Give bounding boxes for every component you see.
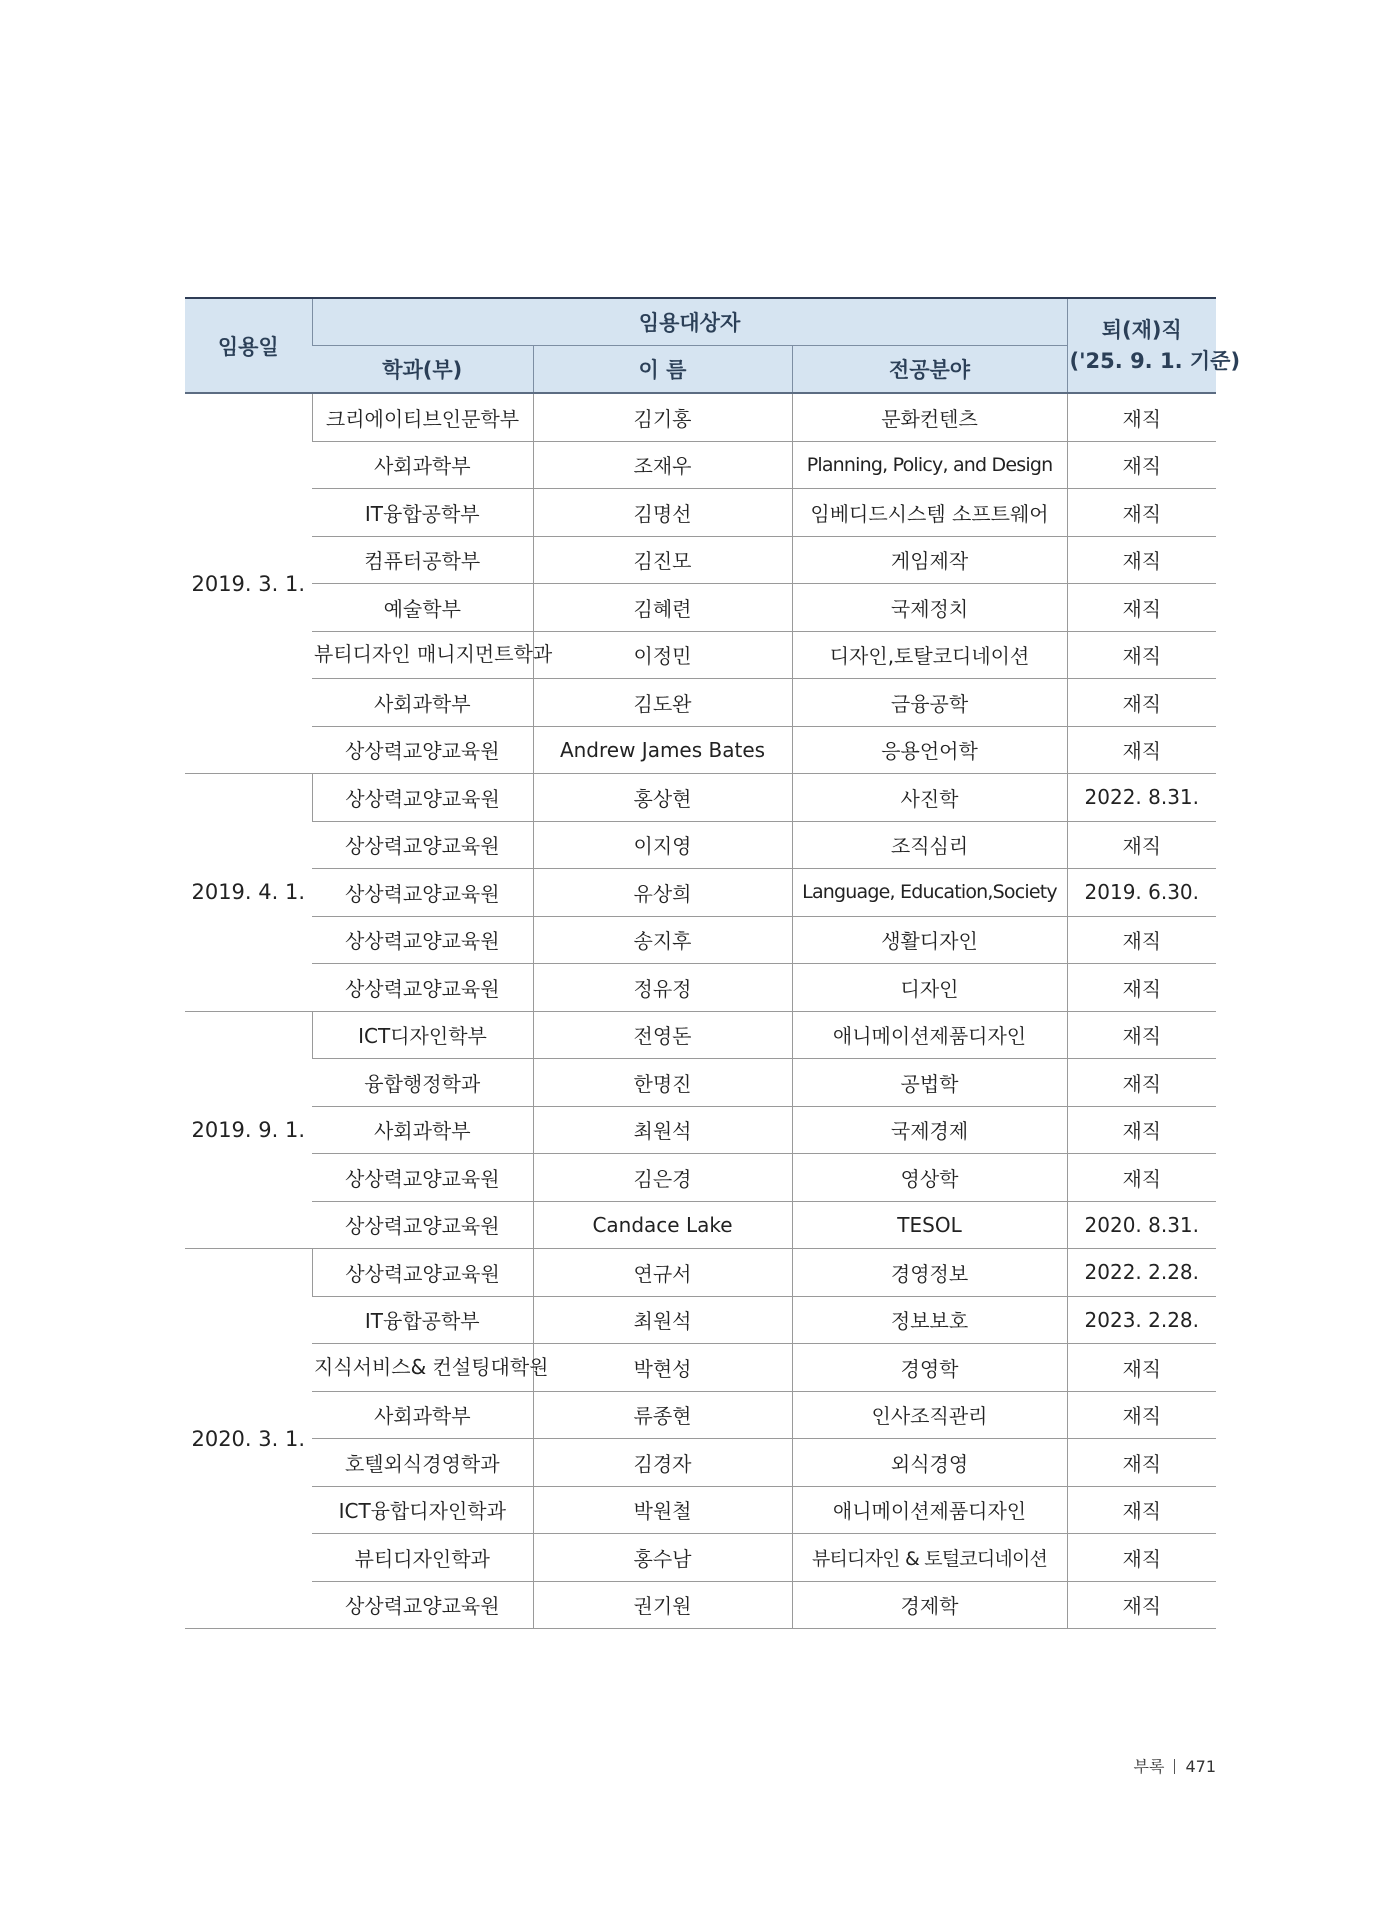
major-field-cell: 게임제작: [792, 536, 1067, 584]
department-cell: 크리에이티브인문학부: [312, 393, 533, 441]
table-row: [185, 869, 1216, 917]
major-field-cell: 애니메이션제품디자인: [792, 1486, 1067, 1534]
department-cell: IT융합공학부: [312, 1296, 533, 1344]
major-field-cell: 사진학: [792, 774, 1067, 822]
status-cell: 재직: [1067, 916, 1216, 964]
status-cell: 재직: [1067, 1106, 1216, 1154]
table-row: [185, 916, 1216, 964]
major-field-cell: 경영학: [792, 1344, 1067, 1392]
major-field-cell: 생활디자인: [792, 916, 1067, 964]
status-cell: 2019. 6.30.: [1067, 869, 1216, 917]
name-cell: 김기홍: [533, 393, 792, 441]
name-cell: 조재우: [533, 441, 792, 489]
status-cell: 재직: [1067, 1344, 1216, 1392]
header-status-line2: ('25. 9. 1. 기준): [1069, 348, 1241, 373]
name-cell: 홍상현: [533, 774, 792, 822]
header-status-line1: 퇴(재)직: [1101, 317, 1182, 342]
name-cell: 김경자: [533, 1439, 792, 1487]
major-field-cell: 국제경제: [792, 1106, 1067, 1154]
table-row: [185, 393, 1216, 441]
department-cell: 상상력교양교육원: [312, 869, 533, 917]
major-field-cell: 응용언어학: [792, 726, 1067, 774]
status-cell: 재직: [1067, 1011, 1216, 1059]
name-cell: 김명선: [533, 489, 792, 537]
page-number: 471: [1185, 1757, 1216, 1776]
status-cell: 2022. 2.28.: [1067, 1249, 1216, 1297]
department-cell: 상상력교양교육원: [312, 1581, 533, 1629]
appointment-date-cell: 2019. 3. 1.: [185, 393, 312, 774]
department-cell: ICT디자인학부: [312, 1011, 533, 1059]
name-cell: 김혜련: [533, 584, 792, 632]
table-row: [185, 489, 1216, 537]
table-row: [185, 1011, 1216, 1059]
header-name: 이 름: [533, 346, 792, 394]
department-cell: 사회과학부: [312, 679, 533, 727]
name-cell: 송지후: [533, 916, 792, 964]
table-row: [185, 1439, 1216, 1487]
status-cell: 2023. 2.28.: [1067, 1296, 1216, 1344]
status-cell: 재직: [1067, 1391, 1216, 1439]
status-cell: 재직: [1067, 964, 1216, 1012]
name-cell: 김도완: [533, 679, 792, 727]
status-cell: 재직: [1067, 1581, 1216, 1629]
table-row: [185, 1201, 1216, 1249]
major-field-cell: 공법학: [792, 1059, 1067, 1107]
major-field-cell: 조직심리: [792, 821, 1067, 869]
status-cell: 재직: [1067, 726, 1216, 774]
major-field-cell: 뷰티디자인 & 토털코디네이션: [792, 1534, 1067, 1582]
appointment-date-cell: 2019. 9. 1.: [185, 1011, 312, 1249]
department-cell: 상상력교양교육원: [312, 1154, 533, 1202]
department-cell: 뷰티디자인 매니지먼트학과: [312, 631, 533, 679]
table-row: [185, 1106, 1216, 1154]
department-cell: 호텔외식경영학과: [312, 1439, 533, 1487]
department-cell: 지식서비스& 컨설팅대학원: [312, 1344, 533, 1392]
table-row: [185, 1486, 1216, 1534]
table-row: [185, 584, 1216, 632]
status-cell: 재직: [1067, 489, 1216, 537]
department-cell: 상상력교양교육원: [312, 916, 533, 964]
status-cell: 재직: [1067, 1439, 1216, 1487]
status-cell: 재직: [1067, 821, 1216, 869]
page-footer: [1134, 1754, 1216, 1777]
major-field-cell: 외식경영: [792, 1439, 1067, 1487]
status-cell: 재직: [1067, 536, 1216, 584]
name-cell: 이지영: [533, 821, 792, 869]
name-cell: 최원석: [533, 1106, 792, 1154]
major-field-cell: 인사조직관리: [792, 1391, 1067, 1439]
department-cell: 상상력교양교육원: [312, 726, 533, 774]
department-cell: 예술학부: [312, 584, 533, 632]
header-appointee-group: 임용대상자: [312, 298, 1067, 346]
status-cell: 2020. 8.31.: [1067, 1201, 1216, 1249]
department-cell: 상상력교양교육원: [312, 821, 533, 869]
name-cell: 김은경: [533, 1154, 792, 1202]
name-cell: 유상희: [533, 869, 792, 917]
status-cell: 재직: [1067, 584, 1216, 632]
major-field-cell: 정보보호: [792, 1296, 1067, 1344]
table-row: [185, 536, 1216, 584]
department-cell: 상상력교양교육원: [312, 1201, 533, 1249]
major-field-cell: Planning, Policy, and Design: [792, 441, 1067, 489]
name-cell: 전영돈: [533, 1011, 792, 1059]
table-row: [185, 1296, 1216, 1344]
table-row: [185, 726, 1216, 774]
major-field-cell: 금융공학: [792, 679, 1067, 727]
major-field-cell: 문화컨텐츠: [792, 393, 1067, 441]
table-row: [185, 1391, 1216, 1439]
name-cell: 류종현: [533, 1391, 792, 1439]
status-cell: 2022. 8.31.: [1067, 774, 1216, 822]
department-cell: 사회과학부: [312, 1106, 533, 1154]
name-cell: 홍수남: [533, 1534, 792, 1582]
major-field-cell: Language, Education,Society: [792, 869, 1067, 917]
table-row: [185, 1534, 1216, 1582]
major-field-cell: TESOL: [792, 1201, 1067, 1249]
department-cell: ICT융합디자인학과: [312, 1486, 533, 1534]
major-field-cell: 경영정보: [792, 1249, 1067, 1297]
footer-section: 부록: [1133, 1757, 1165, 1776]
status-cell: 재직: [1067, 1534, 1216, 1582]
name-cell: 정유정: [533, 964, 792, 1012]
name-cell: 연규서: [533, 1249, 792, 1297]
status-cell: 재직: [1067, 1486, 1216, 1534]
appointment-table: [185, 297, 1241, 1629]
major-field-cell: 국제정치: [792, 584, 1067, 632]
department-cell: IT융합공학부: [312, 489, 533, 537]
department-cell: 사회과학부: [312, 1391, 533, 1439]
name-cell: 박원철: [533, 1486, 792, 1534]
major-field-cell: 애니메이션제품디자인: [792, 1011, 1067, 1059]
header-department: 학과(부): [312, 346, 533, 394]
major-field-cell: 경제학: [792, 1581, 1067, 1629]
table-row: [185, 1581, 1216, 1629]
status-cell: 재직: [1067, 393, 1216, 441]
name-cell: 김진모: [533, 536, 792, 584]
major-field-cell: 영상학: [792, 1154, 1067, 1202]
name-cell: Candace Lake: [533, 1201, 792, 1249]
department-cell: 사회과학부: [312, 441, 533, 489]
status-cell: 재직: [1067, 1059, 1216, 1107]
footer-divider: [1174, 1759, 1175, 1774]
status-cell: 재직: [1067, 1154, 1216, 1202]
appointment-date-cell: 2020. 3. 1.: [185, 1249, 312, 1629]
table-row: [185, 1059, 1216, 1107]
department-cell: 상상력교양교육원: [312, 964, 533, 1012]
header-status: [1067, 298, 1241, 393]
table-row: [185, 441, 1216, 489]
table-body: [185, 393, 1216, 1629]
table-row: [185, 631, 1216, 679]
table-row: [185, 964, 1216, 1012]
appointment-date-cell: 2019. 4. 1.: [185, 774, 312, 1012]
status-cell: 재직: [1067, 631, 1216, 679]
department-cell: 융합행정학과: [312, 1059, 533, 1107]
name-cell: 권기원: [533, 1581, 792, 1629]
department-cell: 뷰티디자인학과: [312, 1534, 533, 1582]
header-appointment-date: 임용일: [185, 298, 312, 393]
status-cell: 재직: [1067, 441, 1216, 489]
table-header: [185, 298, 1241, 393]
department-cell: 상상력교양교육원: [312, 1249, 533, 1297]
table-row: [185, 679, 1216, 727]
header-major-field: 전공분야: [792, 346, 1067, 394]
name-cell: Andrew James Bates: [533, 726, 792, 774]
department-cell: 컴퓨터공학부: [312, 536, 533, 584]
name-cell: 박현성: [533, 1344, 792, 1392]
name-cell: 이정민: [533, 631, 792, 679]
major-field-cell: 디자인,토탈코디네이션: [792, 631, 1067, 679]
table-row: [185, 821, 1216, 869]
department-cell: 상상력교양교육원: [312, 774, 533, 822]
table-row: [185, 1344, 1216, 1392]
major-field-cell: 임베디드시스템 소프트웨어: [792, 489, 1067, 537]
major-field-cell: 디자인: [792, 964, 1067, 1012]
name-cell: 한명진: [533, 1059, 792, 1107]
name-cell: 최원석: [533, 1296, 792, 1344]
status-cell: 재직: [1067, 679, 1216, 727]
table-row: [185, 1154, 1216, 1202]
table-row: [185, 1249, 1216, 1297]
table-row: [185, 774, 1216, 822]
